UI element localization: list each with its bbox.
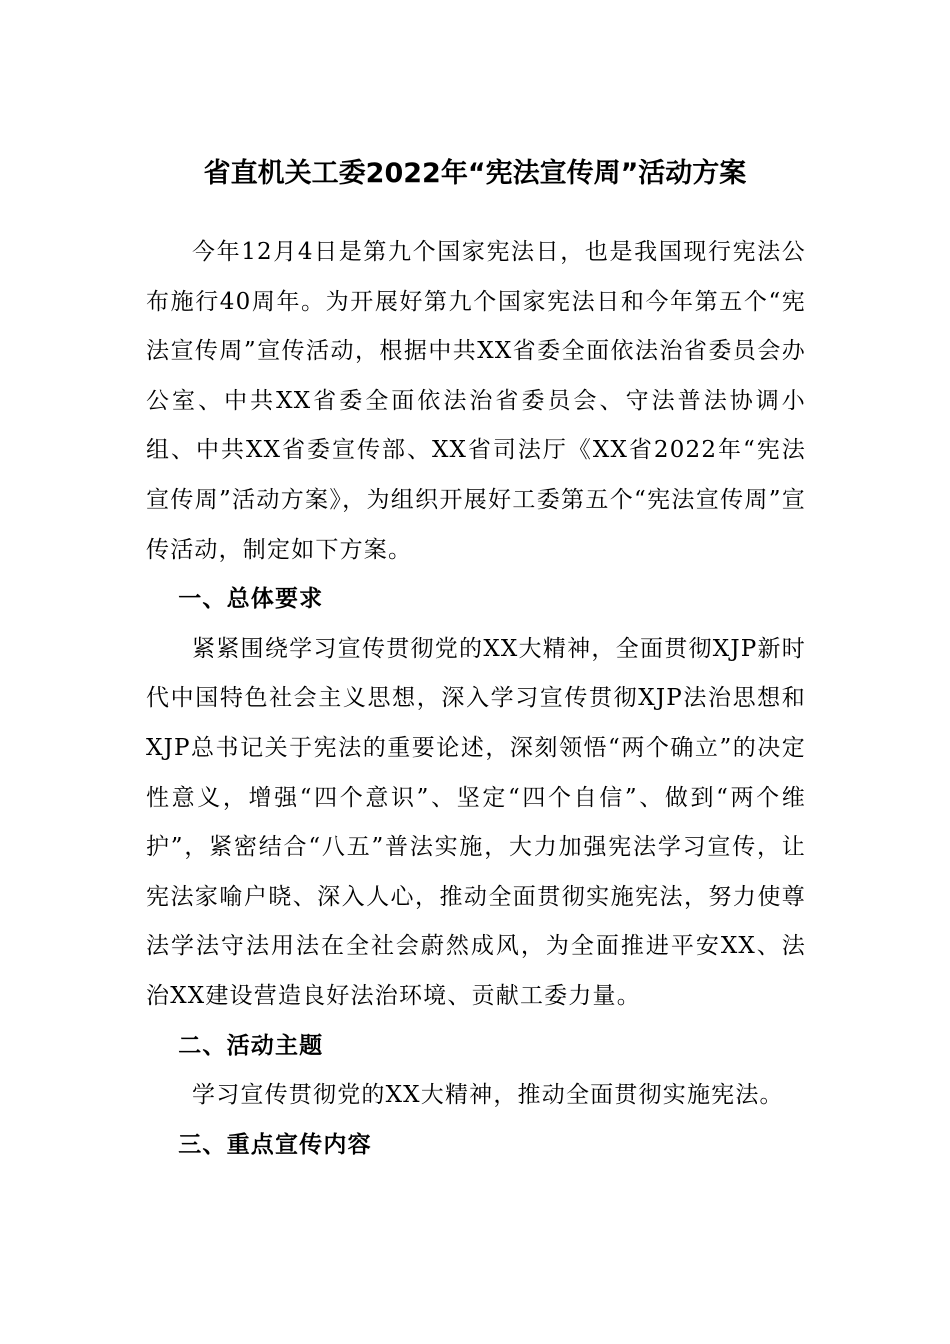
section-heading-general-requirements: 一、总体要求 — [178, 586, 324, 613]
document-title: 省直机关工委2022年“宪法宣传周”活动方案 — [203, 158, 747, 189]
document-body — [146, 228, 806, 1170]
section-heading-key-content: 三、重点宣传内容 — [178, 1131, 372, 1158]
section-text-activity-theme: 学习宣传贯彻党的XX大精神，推动全面贯彻实施宪法。 — [192, 1082, 784, 1109]
intro-paragraph: 今年12月4日是第九个国家宪法日，也是我国现行宪法公布施行40周年。为开展好第九个国家宪法日和今年第五个“宪法宣传周”宣传活动，根据中共XX省委全面依法治省委员会办公室、中共XX省委全面依法治省委员会、守法普法协调小组、中共XX省委宣传部、XX省司法厅《XX省2022年“宪法宣传周”活动方案》，为组织开展好工委第五个“宪法宣传周”宣传活动，制定如下方案。 — [146, 239, 806, 563]
section-text-general-requirements: 紧紧围绕学习宣传贯彻党的XX大精神，全面贯彻XJP新时代中国特色社会主义思想，深入学习宣传贯彻XJP法治思想和XJP总书记关于宪法的重要论述，深刻领悟“两个确立”的决定性意义，增强“四个意识”、坚定“四个自信”、做到“两个维护”，紧密结合“八五”普法实施，大力加强宪法学习宣传，让宪法家喻户晓、深入人心，推动全面贯彻实施宪法，努力使尊法学法守法用法在全社会蔚然成风，为全面推进平安XX、法治XX建设营造良好法治环境、贡献工委力量。 — [146, 635, 806, 1009]
section-heading-activity-theme: 二、活动主题 — [178, 1032, 324, 1059]
